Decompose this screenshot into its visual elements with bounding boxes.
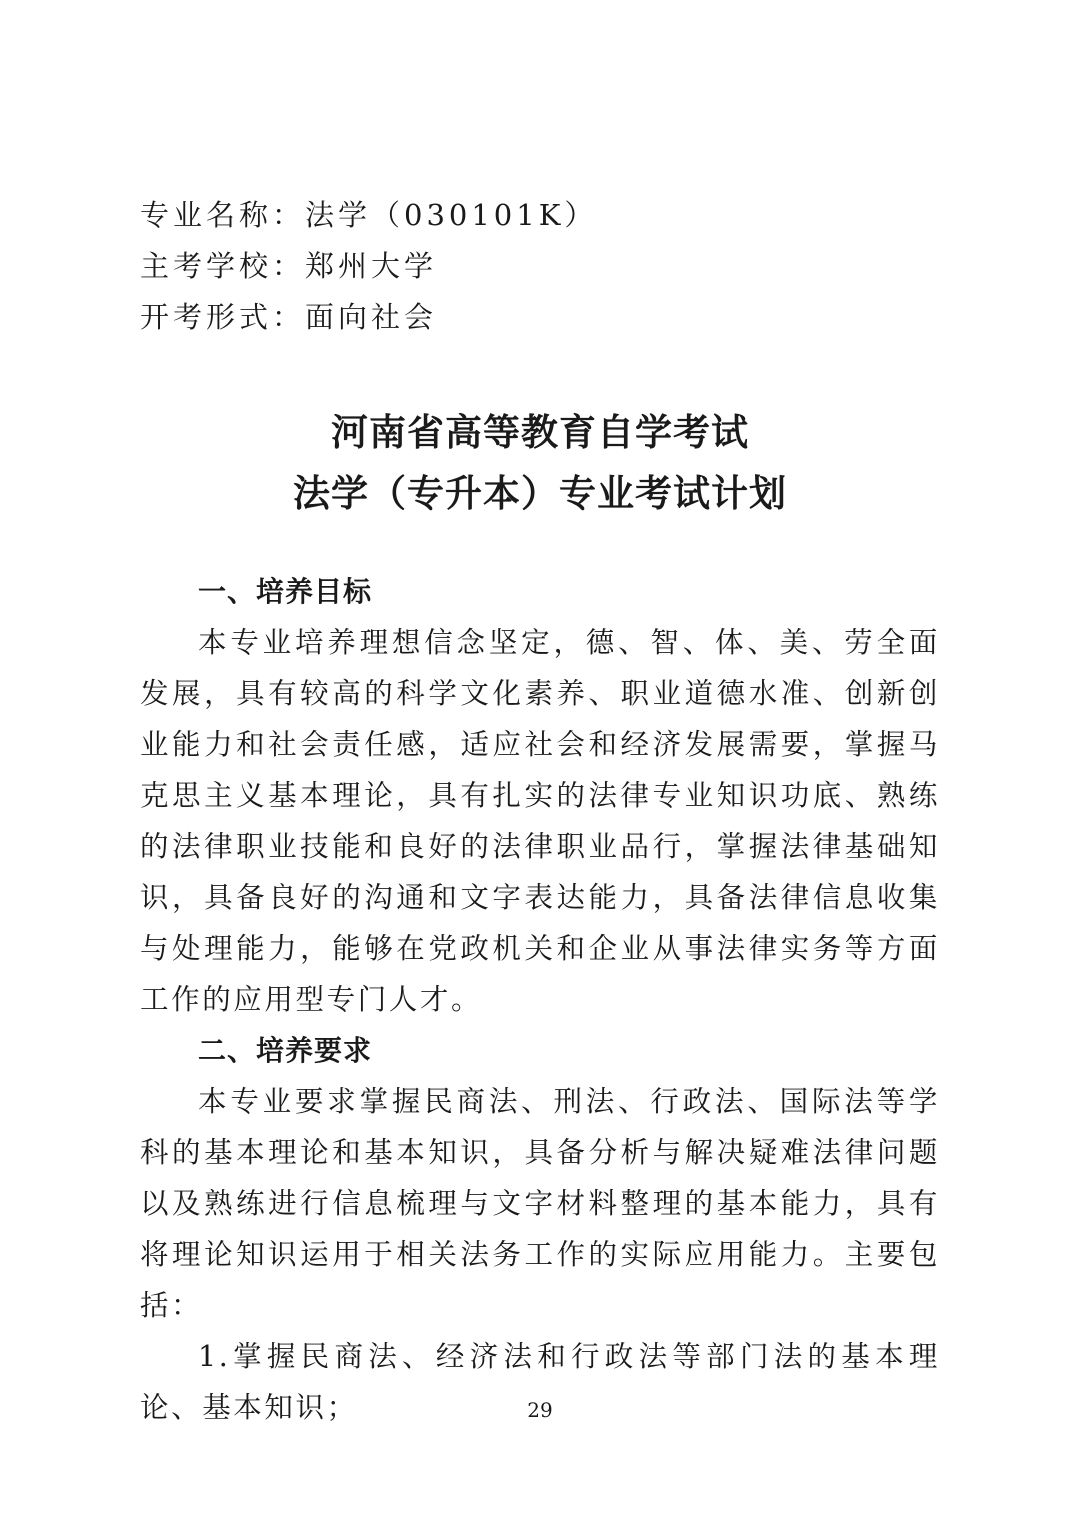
title-line-1: 河南省高等教育自学考试 <box>331 411 749 454</box>
goals-paragraph: 本专业培养理想信念坚定，德、智、体、美、劳全面发展，具有较高的科学文化素养、职业道德水准、创新创业能力和社会责任感，适应社会和经济发展需要，掌握马克思主义基本理论，具有扎实的法律专业知识功底、熟练的法律职业技能和良好的法律职业品行，掌握法律基础知识，具备良好的沟通和文字表达能力，具备法律信息收集与处理能力，能够在党政机关和企业从事法律实务等方面工作的应用型专门人才。 <box>140 626 940 1016</box>
major-name-line: 专业名称：法学（030101K） <box>140 198 598 232</box>
requirements-item-1: 1.掌握民商法、经济法和行政法等部门法的基本理论、基本知识； <box>140 1340 940 1424</box>
page-number: 29 <box>527 1398 553 1422</box>
section-heading-goals: 一、培养目标 <box>198 575 373 608</box>
document-title <box>0 402 1080 524</box>
title-line-2: 法学（专升本）专业考试计划 <box>293 472 787 515</box>
document-body <box>140 566 940 1433</box>
program-meta <box>140 190 940 343</box>
section-heading-requirements: 二、培养要求 <box>198 1034 373 1067</box>
exam-mode-line: 开考形式：面向社会 <box>140 300 438 334</box>
requirements-paragraph: 本专业要求掌握民商法、刑法、行政法、国际法等学科的基本理论和基本知识，具备分析与解决疑难法律问题以及熟练进行信息梳理与文字材料整理的基本能力，具有将理论知识运用于相关法务工作的实际应用能力。主要包括： <box>140 1085 940 1322</box>
host-school-line: 主考学校：郑州大学 <box>140 249 438 283</box>
